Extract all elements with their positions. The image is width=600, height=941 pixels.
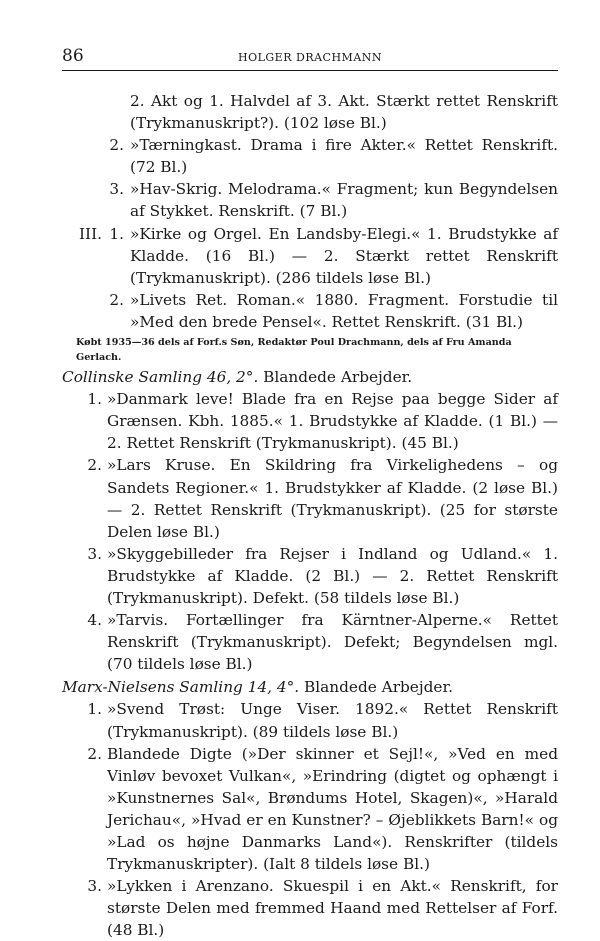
list-item <box>62 388 558 454</box>
collection-title: Collinske Samling 46, 2°. <box>62 368 259 387</box>
entry-number: 3. <box>87 544 102 563</box>
entry-number: 2. <box>87 744 102 763</box>
entry-text: Blandede Digte (»Der skinner et Sejl!«, »Ved en med Vinløv bevoxet Vulkan«, »Erindring (digtet og ophængt i »Kunstnernes Sal«, Brøndums Hotel, Skagen)«, »Harald Jerichau«, »Hvad er en Kunstner? – Øjeblikkets Barn!« og »Lad os højne Danmarks Land«). Renskrifter (tildels Trykmanuskripter). (Ialt 8 tildels løse Bl.) <box>107 744 558 874</box>
entry-text: »Tærningkast. Drama i fire Akter.« Rettet Renskrift. (72 Bl.) <box>130 136 558 177</box>
entry-text: »Skyggebilleder fra Rejser i Indland og Udland.« 1. Brudstykke af Kladde. (2 Bl.) — 2. Rettet Renskrift (Trykmanuskript). Defekt. (58 tildels løse Bl.) <box>107 544 558 607</box>
entry-text: »Lars Kruse. En Skildring fra Virkelighedens – og Sandets Regioner.« 1. Brudstykker af Kladde. (2 løse Bl.) — 2. Rettet Renskrift (Trykmanuskript). (25 for største Delen løse Bl.) <box>107 456 558 541</box>
provenance-note: Købt 1935—36 dels af Forf.s Søn, Redaktør Poul Drachmann, dels af Fru Amanda Gerlach. <box>76 337 512 364</box>
entry-text: »Hav-Skrig. Melodrama.« Fragment; kun Begyndelsen af Stykket. Renskrift. (7 Bl.) <box>130 180 558 221</box>
entry-text: »Tarvis. Fortællinger fra Kärntner-Alperne.« Rettet Renskrift (Trykmanuskript). Defekt; Begyndelsen mgl. (70 tildels løse Bl.) <box>107 611 558 674</box>
entry-number: 1. <box>109 224 124 243</box>
entry-number: 4. <box>87 611 102 630</box>
entry-number: 1. <box>87 700 102 719</box>
entry-number: 3. <box>87 877 102 896</box>
list-item <box>62 875 558 941</box>
list-item <box>62 289 558 333</box>
entry-text: »Livets Ret. Roman.« 1880. Fragment. Forstudie til »Med den brede Pensel«. Rettet Renskrift. (31 Bl.) <box>130 290 558 331</box>
collection-subtitle: Blandede Arbejder. <box>299 678 453 697</box>
page-body <box>62 90 558 941</box>
page-number: 86 <box>62 46 84 66</box>
list-item <box>62 223 558 289</box>
entry-text: »Kirke og Orgel. En Landsby-Elegi.« 1. Brudstykke af Kladde. (16 Bl.) — 2. Stærkt rettet Renskrift (Trykmanuskript). (286 tildels løse Bl.) <box>130 224 558 287</box>
list-item <box>62 454 558 542</box>
list-item <box>62 743 558 876</box>
entry-number: 2. <box>109 290 124 309</box>
collection-subtitle: Blandede Arbejder. <box>258 368 413 387</box>
entry-text: 2. Akt og 1. Halvdel af 3. Akt. Stærkt rettet Renskrift (Trykmanuskript?). (102 løse Bl.) <box>130 92 558 133</box>
collection-heading <box>62 676 558 698</box>
collection-heading <box>62 366 558 388</box>
running-head: HOLGER DRACHMANN <box>237 51 383 64</box>
list-item <box>62 90 558 134</box>
entry-number: 1. <box>87 390 102 409</box>
list-item <box>62 609 558 675</box>
list-item <box>62 698 558 742</box>
list-item <box>62 134 558 178</box>
entry-text: »Danmark leve! Blade fra en Rejse paa begge Sider af Grænsen. Kbh. 1885.« 1. Brudstykke af Kladde. (1 Bl.) — 2. Rettet Renskrift (Trykmanuskript). (45 Bl.) <box>107 390 558 453</box>
entry-number: 2. <box>109 136 124 155</box>
entry-number: 2. <box>87 456 102 475</box>
roman-numeral: III. <box>79 224 102 243</box>
collection-title: Marx-Nielsens Samling 14, 4°. <box>62 678 300 697</box>
entry-text: »Lykken i Arenzano. Skuespil i en Akt.« Renskrift, for største Delen med fremmed Haand med Rettelser af Forf. (48 Bl.) <box>107 877 558 940</box>
page-header <box>62 44 558 71</box>
list-item <box>62 178 558 222</box>
list-item <box>62 543 558 609</box>
entry-text: »Svend Trøst: Unge Viser. 1892.« Rettet Renskrift (Trykmanuskript). (89 tildels løse Bl.) <box>107 700 558 741</box>
entry-number: 3. <box>109 180 124 199</box>
